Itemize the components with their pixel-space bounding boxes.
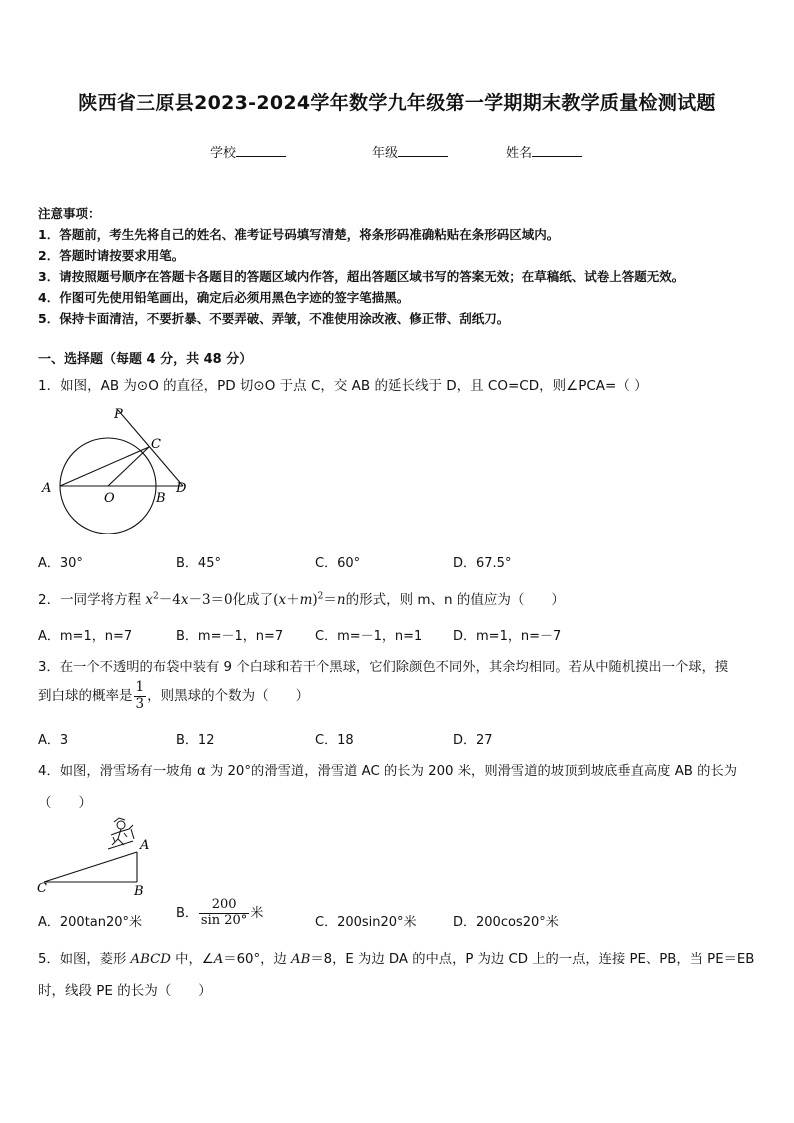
label-c: C (151, 437, 161, 452)
label-c: C (37, 881, 47, 896)
notice-item: 5．保持卡面清洁，不要折暴、不要弄破、弄皱，不准使用涂改液、修正带、刮纸刀。 (38, 311, 510, 326)
q3-line2-start: 到白球的概率是 (38, 688, 133, 705)
q2-n: n (336, 592, 346, 608)
q2-eq: ＝ (323, 592, 337, 608)
q3-option-d: D．27 (453, 733, 493, 748)
question-4-line-2: （ ） (38, 795, 92, 811)
label-o: O (104, 491, 115, 506)
q4-option-b-unit: 米 (250, 905, 264, 921)
q2-var-x2: x (180, 592, 189, 608)
q4-option-b-fraction (199, 898, 249, 929)
q2-suffix: 的形式，则 m、n 的值应为（ ） (345, 592, 565, 608)
grade-label: 年级 (372, 146, 399, 161)
skier-icon (108, 818, 134, 849)
label-a: A (140, 838, 150, 853)
q5-angle-symbol: ∠ (201, 952, 214, 967)
notice-item: 2．答题时请按要求用笔。 (38, 248, 185, 263)
q4-option-b-num: 200 (199, 898, 249, 914)
name-label: 姓名 (506, 146, 533, 161)
q2-form (273, 592, 345, 608)
notice-heading: 注意事项： (38, 206, 101, 221)
notice-item: 1．答题前，考生先将自己的姓名、准考证号码填写清楚，将条形码准确粘贴在条形码区域内。 (38, 227, 560, 242)
label-a: A (42, 481, 52, 496)
school-field (210, 142, 286, 161)
q1-option-a: A．30° (38, 556, 83, 571)
label-p: P (114, 407, 123, 422)
question-4-line-1: 4．如图，滑雪场有一坡角 α 为 20°的滑雪道，滑雪道 AC 的长为 200 米，则滑雪道的坡顶到坡底垂直高度 AB 的长为 (38, 764, 738, 779)
q4-option-b-label: B． (176, 905, 198, 921)
section-heading: 一、选择题（每题 4 分，共 48 分） (38, 352, 253, 367)
q3-fraction (134, 680, 147, 712)
label-d: D (176, 481, 187, 496)
q2-form-exp: 2 (317, 591, 324, 602)
q4-option-a: A．200tan20°米 (38, 915, 143, 930)
q2-form-x: x (278, 592, 287, 608)
q2-changed: 化成了 (232, 592, 274, 608)
question-2-text (38, 588, 565, 608)
q5-eq60: ＝60°，边 (223, 952, 291, 967)
grade-field (372, 142, 448, 161)
q4-option-d: D．200cos20°米 (453, 915, 559, 930)
label-b: B (134, 884, 144, 899)
q2-plus: ＋ (286, 592, 300, 608)
q5-prefix: 5．如图，菱形 (38, 952, 131, 967)
q5-rest: ＝8，E 为边 DA 的中点，P 为边 CD 上的一点，连接 PE、PB，当 PE＝EB (310, 952, 755, 967)
question-3-line-2 (38, 680, 309, 712)
q2-option-d: D．m=1，n=－7 (453, 629, 562, 644)
q2-var-x: x (145, 592, 154, 608)
q3-fraction-den: 3 (135, 695, 145, 712)
q5-ab: AB (290, 952, 311, 967)
q1-option-c: C．60° (315, 556, 361, 571)
q1-option-b: B．45° (176, 556, 221, 571)
question-3-line-1: 3．在一个不透明的布袋中装有 9 个白球和若干个黑球，它们除颜色不同外，其余均相同。若从中随机摸出一个球，摸 (38, 660, 729, 675)
name-blank (532, 144, 582, 157)
q4-option-b (176, 898, 263, 929)
q5-zh: 中， (170, 952, 202, 967)
q2-rparen: ) (312, 592, 318, 608)
q2-minus4: －4 (158, 592, 181, 608)
q3-line2-end: ，则黑球的个数为（ ） (147, 688, 310, 705)
q3-fraction-num: 1 (135, 679, 145, 695)
q5-abcd: ABCD (130, 952, 171, 967)
q5-angle-a: A (213, 952, 224, 967)
school-label: 学校 (210, 146, 237, 161)
label-b: B (156, 491, 166, 506)
q2-tail: －3＝0 (188, 592, 233, 608)
q1-option-d: D．67.5° (453, 556, 512, 571)
q2-option-c: C．m=－1，n=1 (315, 629, 423, 644)
notice-item: 3．请按照题号顺序在答题卡各题目的答题区域内作答，超出答题区域书写的答案无效；在草稿纸、试卷上答题无效。 (38, 269, 685, 284)
question-5-line-2: 时，线段 PE 的长为（ ） (38, 983, 212, 999)
circle-tangent-figure (36, 402, 206, 534)
name-field (506, 142, 582, 161)
q4-option-c: C．200sin20°米 (315, 915, 417, 930)
q2-lparen: ( (273, 592, 279, 608)
q2-equation (145, 592, 232, 608)
notice-item: 4．作图可先使用铅笔画出，确定后必须用黑色字迹的签字笔描黑。 (38, 290, 410, 305)
q3-option-b: B．12 (176, 733, 215, 748)
question-5-line-1 (38, 948, 754, 967)
page-title: 陕西省三原县2023-2024学年数学九年级第一学期期末教学质量检测试题 (78, 92, 716, 114)
q2-m: m (299, 592, 313, 608)
school-blank (236, 144, 286, 157)
ski-slope-figure (34, 815, 164, 899)
question-1-text: 1．如图，AB 为⊙O 的直径，PD 切⊙O 于点 C，交 AB 的延长线于 D，且 CO=CD，则∠PCA=（ ） (38, 378, 648, 394)
q2-option-a: A．m=1，n=7 (38, 629, 133, 644)
q4-option-b-den: sin 20° (200, 912, 248, 928)
q3-option-c: C．18 (315, 733, 354, 748)
q2-exp: 2 (153, 591, 159, 602)
q2-prefix: 2．一同学将方程 (38, 592, 142, 608)
grade-blank (398, 144, 448, 157)
q3-option-a: A．3 (38, 733, 69, 748)
q2-option-b: B．m=－1，n=7 (176, 629, 284, 644)
